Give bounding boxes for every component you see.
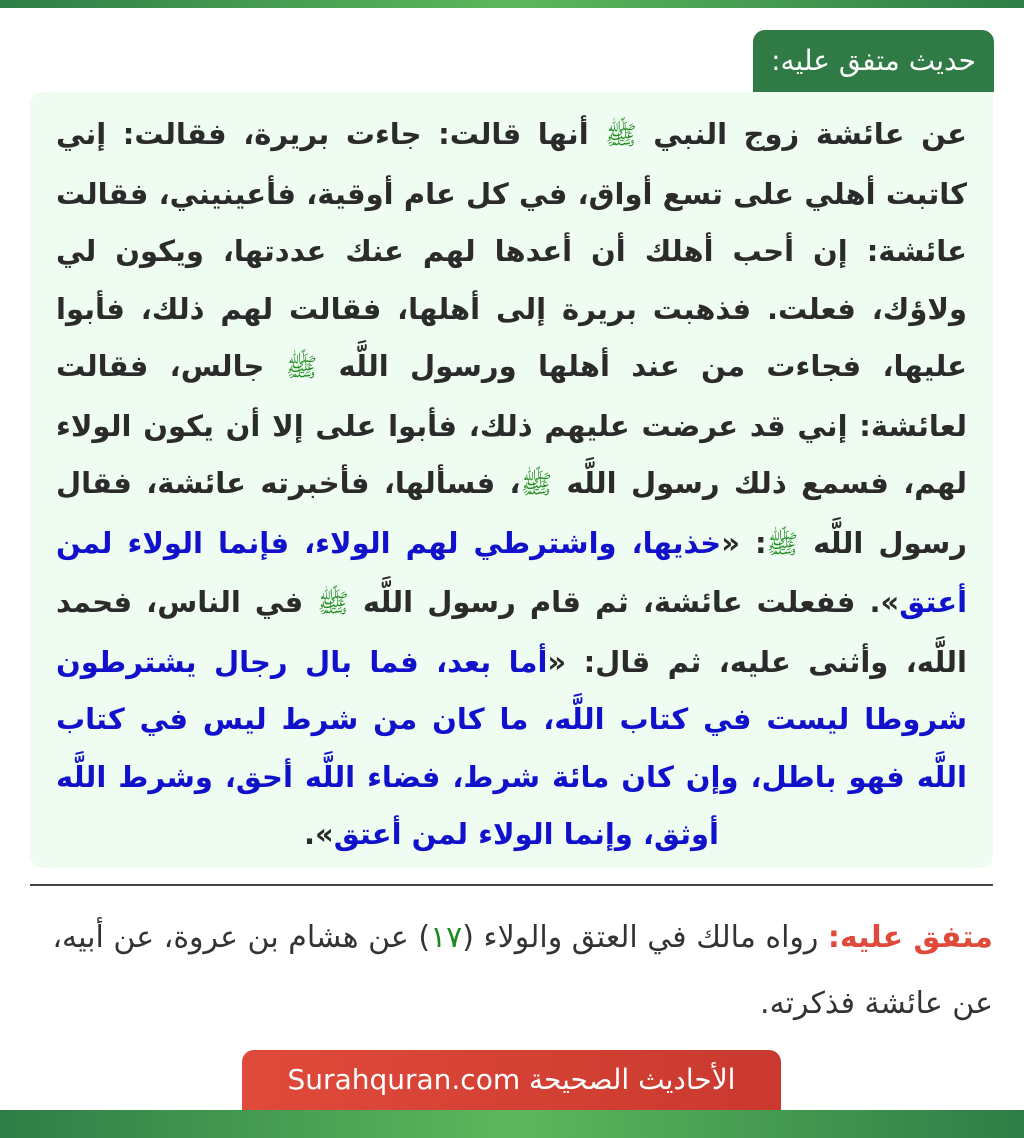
narration-text: ». [304, 817, 334, 851]
narration-text: جالس، فقالت لعائشة: إني قد عرضت عليهم ذلك، فأبوا على إلا أن يكون الولاء لهم، فسمع ذلك رسول اللَّه [56, 349, 967, 500]
narration-text: في الناس، فحمد اللَّه، وأثنى عليه، ثم قال: « [56, 585, 967, 679]
hadith-type-badge: حديث متفق عليه: [753, 30, 994, 92]
pbuh-honorific-icon: ﷺ [317, 589, 349, 619]
top-bar [0, 0, 1024, 8]
narration-text: : « [721, 525, 767, 560]
site-link[interactable]: الأحاديث الصحيحة Surahquran.com [242, 1050, 781, 1110]
pbuh-honorific-icon: ﷺ [605, 121, 637, 151]
prophet-quote: أما بعد، فما بال رجال يشترطون شروطا ليست في كتاب اللَّه، ما كان من شرط ليس في كتاب اللَّه فهو باطل، وإن كان مائة شرط، فضاء اللَّه أحق، وشرط اللَّه أوثق، وإنما الولاء لمن أعتق [56, 644, 967, 851]
hadith-box [30, 92, 993, 868]
bottom-bar [0, 1110, 1024, 1138]
hadith-text [56, 106, 967, 864]
source-label: متفق عليه: [827, 920, 993, 955]
pbuh-honorific-icon: ﷺ [285, 353, 318, 383]
pbuh-honorific-icon: ﷺ [766, 529, 799, 560]
pbuh-honorific-icon: ﷺ [520, 470, 552, 500]
narration-text: أنها قالت: جاءت بريرة، فقالت: إني كاتبت أهلي على تسع أواق، في كل عام أوقية، فأعينيني، فقالت عائشة: إن أحب أهلك أن أعدها لهم عنك عددتها، ويكون لي ولاؤك، فعلت. فذهبت بريرة إلى أهلها، فقالت لهم ذلك، فأبوا عليها، فجاءت من عند أهلها ورسول اللَّه [56, 117, 967, 383]
narration-text: ، فسألها، فأخبرته عائشة، فقال رسول اللَّه [56, 466, 967, 560]
prophet-quote: خذيها، واشترطي لهم الولاء، فإنما الولاء لمن أعتق [56, 525, 968, 619]
narration-text: ». ففعلت عائشة، ثم قام رسول اللَّه [348, 585, 900, 619]
narration-text: عن عائشة زوج النبي [636, 117, 967, 151]
source-citation [30, 905, 993, 1037]
source-text-before: رواه مالك في العتق والولاء ( [462, 920, 828, 955]
source-text-after: ) عن هشام بن عروة، عن أبيه، عن عائشة فذكرته. [52, 920, 993, 1021]
source-number: ١٧ [430, 920, 463, 955]
divider [30, 884, 993, 886]
